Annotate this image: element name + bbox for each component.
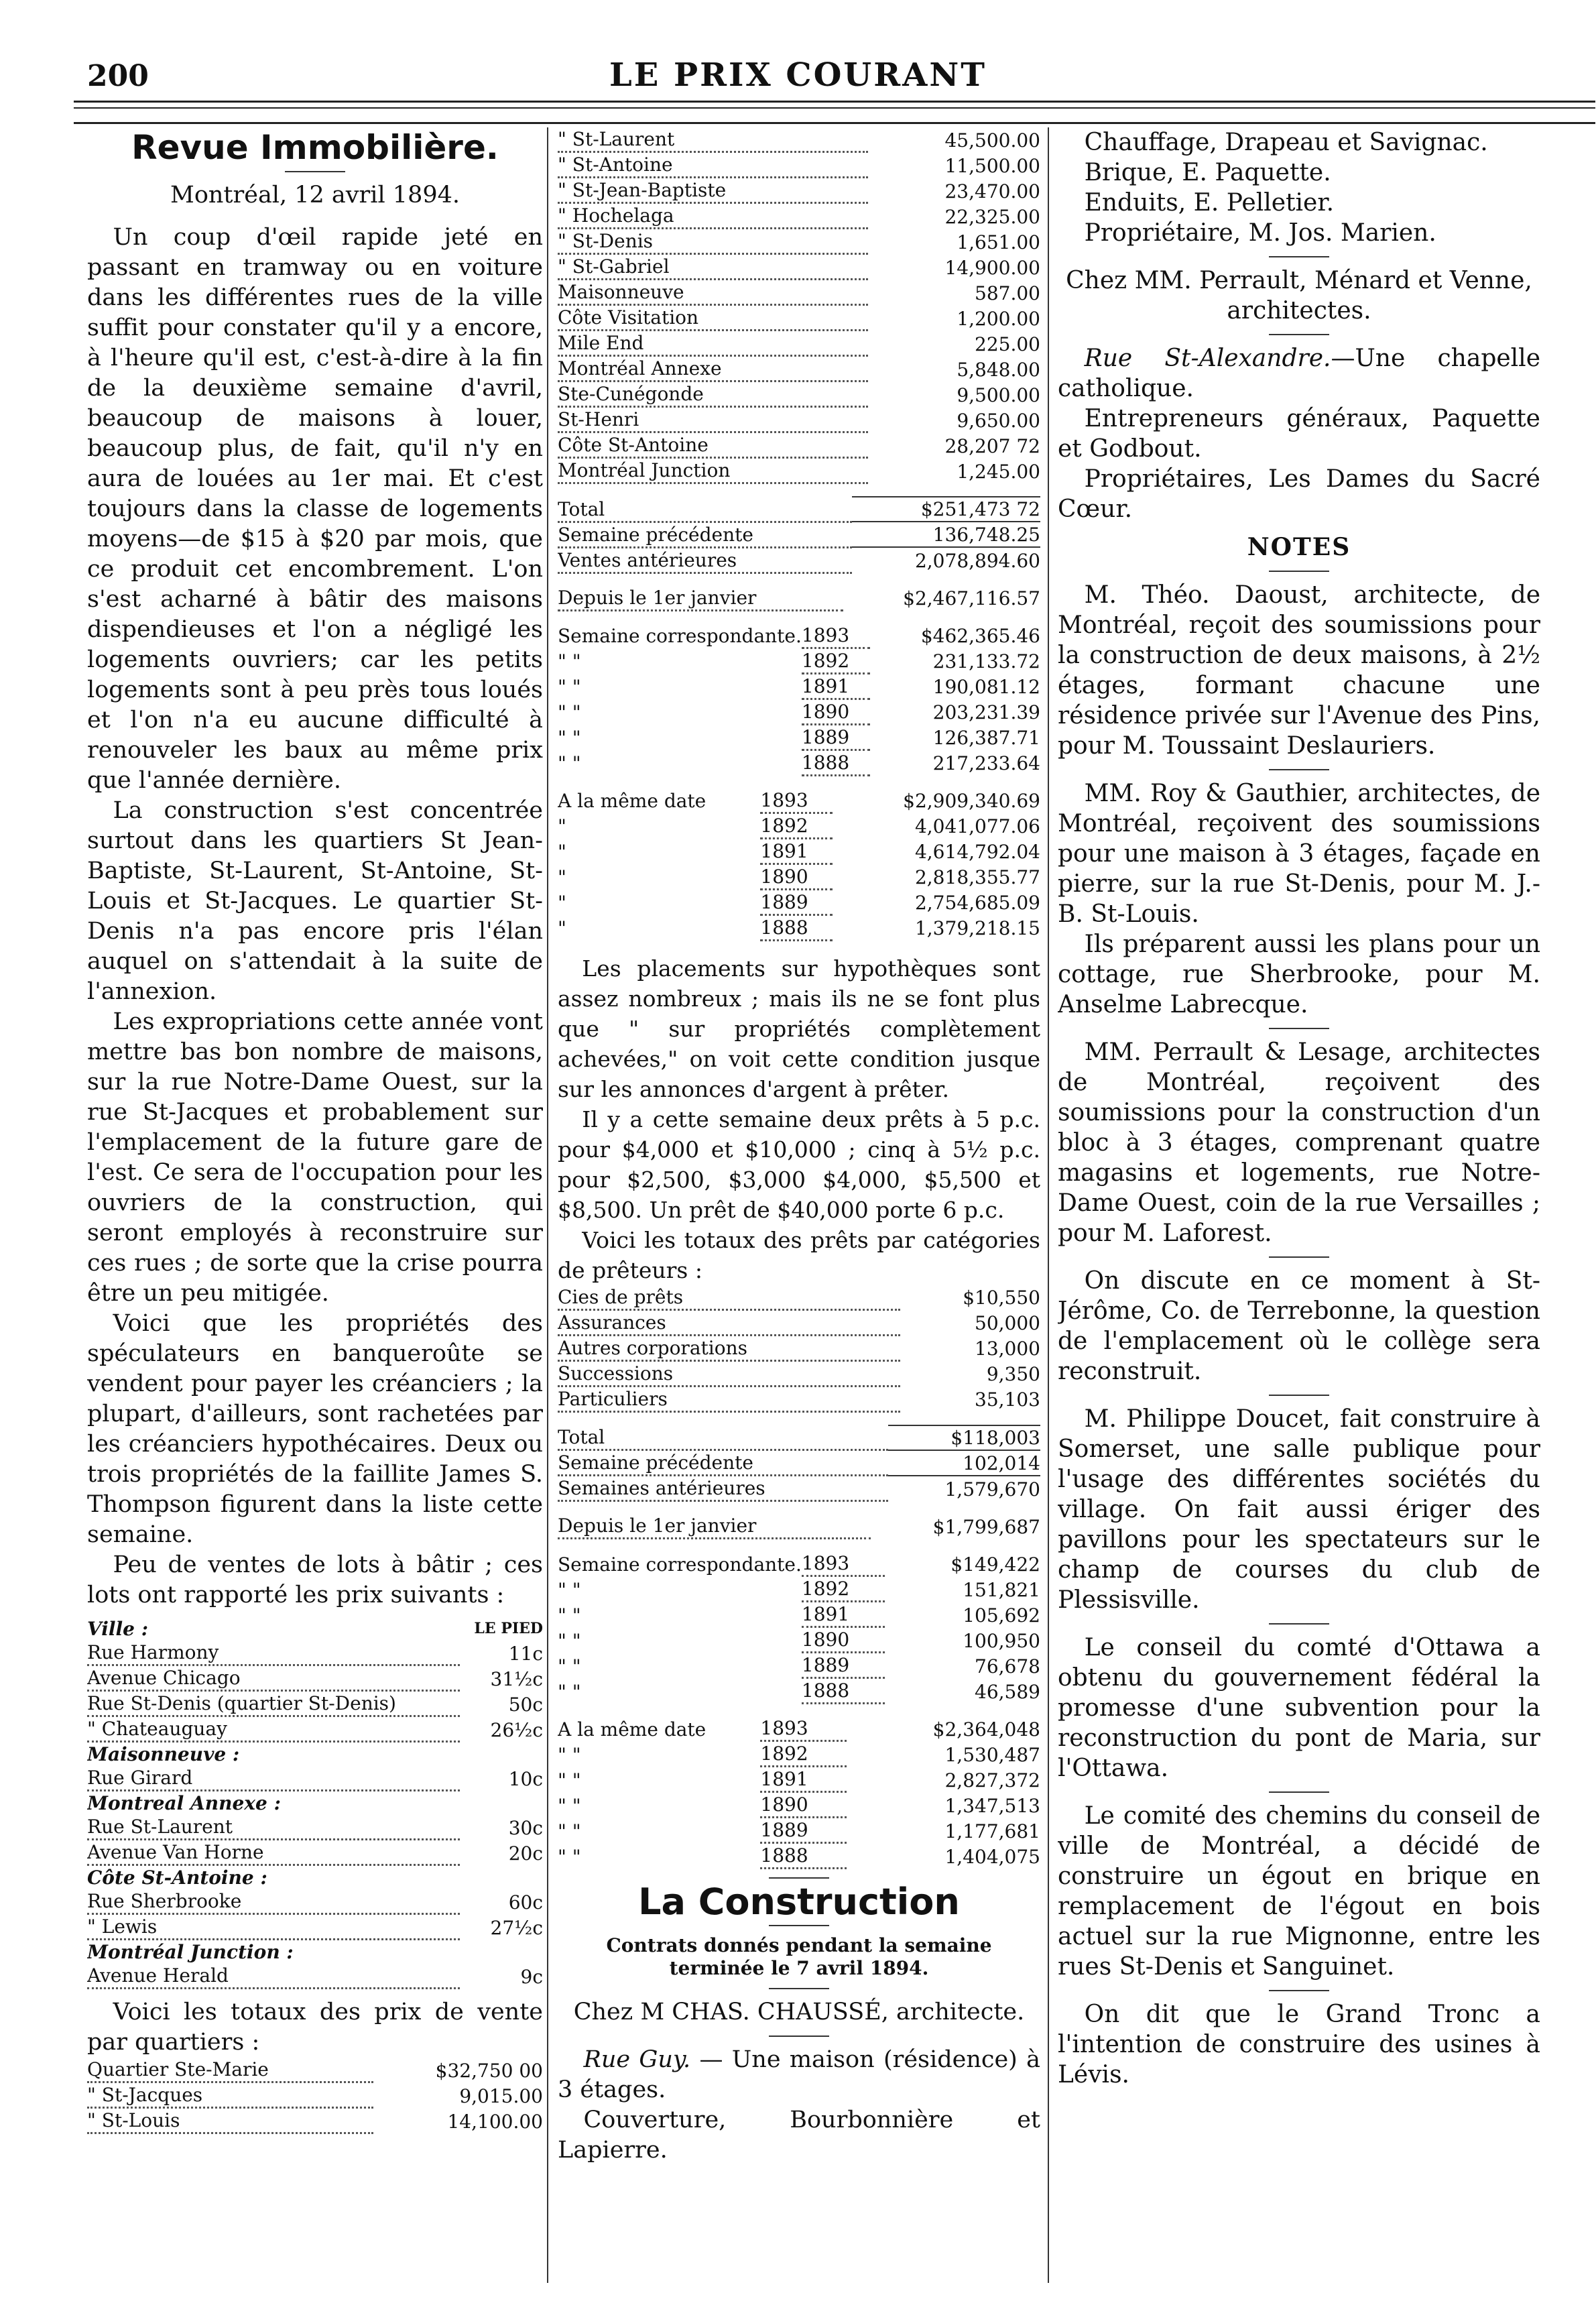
table-row [87,1940,543,1964]
paragraph: Il y a cette semaine deux prêts à 5 p.c. pour $4,000 et $10,000 ; cinq à 5½ p.c. pour $2,500, $3,000 $4,000, $5,500 et $8,500. Un prêt de $40,000 porte 6 p.c. [558,1106,1040,1223]
loan-same-date-table [558,1716,1040,1869]
row-label: Avenue Herald [87,1964,460,1989]
table-row [558,407,1040,432]
header-rule-bottom [74,122,1595,124]
row-value: 23,470.00 [944,180,1040,202]
table-row [87,1889,543,1914]
note-paragraph: On discute en ce moment à St-Jérôme, Co. de Terrebonne, la question de l'emplacement où le collège sera reconstruit. [1058,1267,1540,1385]
row-value: 22,325.00 [944,205,1040,228]
row-label: " Lewis [87,1914,460,1940]
paragraph: Voici les totaux des prix de vente par quartiers : [87,1999,543,2056]
table-row [558,305,1040,331]
row-label: " [558,892,566,914]
corresponding-table [558,624,1040,776]
row-label: " Chateauguay [87,1716,460,1742]
note-paragraph: M. Philippe Doucet, fait construire à Somerset, une salle publique pour l'usage des différentes sociétés du village. On fait aussi ériger des pavillons pour les spectateurs sur le champ de courses du club de Plessisville. [1058,1405,1540,1614]
article-title-revue: Revue Immobilière. [131,128,499,167]
loan-since-jan-table [558,1514,1040,1539]
row-label: Quartier Ste-Marie [87,2058,373,2082]
dateline: Montréal, 12 avril 1894. [170,182,460,209]
row-value: 2,818,355.77 [914,866,1040,888]
table-row [558,889,1040,915]
roofing-line: Couverture, Bourbonnière et Lapierre. [558,2107,1040,2164]
paragraph: Les placements sur hypothèques sont assez nombreux ; mais ils ne se font plus que " sur propriétés complètement achevées," on voit cette condition jusque sur les annonces d'argent à prêter. [558,955,1040,1102]
contractor-line: Propriétaire, M. Jos. Marien. [1084,219,1436,247]
row-value: 13,000 [975,1338,1040,1360]
article-title-construction: La Construction [638,1881,960,1923]
table-row [87,2058,543,2082]
row-value: 151,821 [963,1578,1040,1601]
row-label: " St-Jacques [87,2082,373,2108]
row-value: 102,014 [888,1450,1040,1476]
row-label: Côte St-Antoine [558,432,868,458]
quarters-table-1 [87,2058,543,2134]
table-row [558,1843,1040,1869]
table-row [558,381,1040,407]
table-row [558,864,1040,889]
table-row [558,203,1040,229]
section-label: Maisonneuve : [87,1743,240,1765]
row-value: 5,848.00 [957,358,1040,381]
row-value: $1,799,687 [932,1515,1040,1538]
paragraph: Voici les totaux des prêts par catégories de prêteurs : [558,1226,1040,1283]
row-label: Rue Harmony [87,1641,460,1665]
row-value: 9,350 [986,1363,1040,1385]
contractor-line: Enduits, E. Pelletier. [1084,189,1335,217]
row-label: A la même date [558,790,707,812]
column-divider-2 [1048,127,1049,2283]
row-value: $462,365.46 [920,625,1040,647]
row-label: Ste-Cunégonde [558,381,868,407]
loan-totals-table [558,1425,1040,1502]
row-value: $2,467,116.57 [903,587,1040,609]
table-row [558,1425,1040,1450]
row-value: 9,650.00 [957,409,1040,432]
row-year: 1888 [802,1678,885,1704]
row-value: 225.00 [975,333,1040,355]
row-year: 1890 [760,864,833,889]
column-divider-1 [547,127,548,2283]
row-label: Rue Girard [87,1766,460,1791]
table-row [558,1309,1040,1335]
table-row [87,1665,543,1691]
row-label: St-Henri [558,407,868,432]
row-label: Total [558,497,852,522]
row-label: Rue Sherbrooke [87,1889,460,1914]
sales-totals-table [558,496,1040,574]
header-rule-mid [74,107,1595,109]
row-value: 231,133.72 [932,650,1040,672]
table-row [558,497,1040,522]
row-label: Successions [558,1360,900,1386]
paragraph: Un coup d'œil rapide jeté en passant en tramway ou en voiture dans les différentes rues de la ville suffit pour constater qu'il y a encore, à l'heure qu'il est, c'est-à-dire à la fin de la deuxième semaine d'avril, beaucoup de maisons à louer, beaucoup plus, de fait, qu'il n'y en aura de louées au 1er mai. Et c'est toujours dans la classe de logements moyens—de $15 à $20 par mois, que ce produit cet encombrement. L'on s'est acharné à bâtir des maisons dispendieuses et l'on a négligé les logements ouvriers; car les petits logements sont à peu près tous loués et l'on n'a eu aucune difficulté à renouveler les baux au même prix que l'année dernière. [87,224,543,794]
row-label: " [558,815,566,837]
row-label: Semaine précédente [558,1450,888,1476]
row-year: 1891 [760,1767,847,1792]
row-value: 1,200.00 [957,307,1040,330]
table-row [558,152,1040,178]
table-row [558,1792,1040,1818]
row-label: " " [558,1743,581,1766]
table-row [558,254,1040,280]
owners: Propriétaires, Les Dames du Sacré Cœur. [1058,465,1540,523]
row-value: 1,347,513 [944,1794,1040,1817]
table-row [87,1865,543,1890]
table-row [558,673,1040,699]
row-value: $10,550 [963,1287,1040,1309]
table-row [87,1815,543,1840]
row-value: 50,000 [975,1312,1040,1334]
row-value: 190,081.12 [932,676,1040,698]
row-label: " [558,917,566,939]
table-row [87,1914,543,1940]
table-row [558,1653,1040,1678]
row-year: 1892 [802,648,870,673]
table-row [558,699,1040,724]
since-jan-table [558,586,1040,611]
alexandre-entry [1058,343,1540,404]
row-value: 46,589 [975,1680,1040,1703]
row-value: 1,530,487 [944,1743,1040,1766]
table-row [558,750,1040,775]
row-value: 11,500.00 [944,154,1040,177]
row-label: Maisonneuve [558,280,868,305]
row-label: Total [558,1425,888,1450]
row-year: 1893 [760,788,833,813]
table-row [87,1641,543,1665]
row-year: 1889 [802,1653,885,1678]
row-label: Avenue Van Horne [87,1840,460,1865]
row-label: Rue St-Denis (quartier St-Denis) [87,1691,460,1716]
same-date-table [558,788,1040,941]
row-value: 136,748.25 [852,522,1040,547]
guy-entry [558,2045,1040,2105]
note-paragraph: MM. Perrault & Lesage, architectes de Montréal, reçoivent des soumissions pour la construction d'un bloc à 3 étages, comprenant quatre magasins et logements, rue Notre-Dame Ouest, coin de la rue Versailles ; pour M. Laforest. [1058,1039,1540,1247]
table-row [558,724,1040,750]
row-label: " " [558,752,581,774]
notes-title: NOTES [1247,533,1351,561]
section-dash [769,1877,829,1879]
page-number: 200 [87,59,149,93]
note-paragraph: On dit que le Grand Tronc a l'intention de construire des usines à Lévis. [1058,2001,1540,2088]
row-value: 1,404,075 [944,1845,1040,1868]
note-paragraph: MM. Roy & Gauthier, architectes, de Montréal, reçoivent des soumissions pour une maison à 3 étages, façade en pierre, sur la rue St-Denis, pour M. J.-B. St-Louis. [1058,780,1540,928]
column-3 [1058,127,1540,2280]
row-value: 60c [508,1891,543,1913]
note-paragraph: Le conseil du comté d'Ottawa a obtenu du gouvernement fédéral la promesse d'une subvention pour la reconstruction du pont de Maria, sur l'Ottawa. [1058,1634,1540,1782]
guy-description: — Une maison (résidence) à 3 étages. [558,2046,1040,2103]
paragraph: Peu de ventes de lots à bâtir ; ces lots ont rapporté les prix suivants : [87,1551,543,1608]
row-label: " [558,841,566,863]
alexandre-street: Rue St-Alexandre. [1084,345,1331,372]
table-row [87,2082,543,2108]
row-year: 1888 [760,915,833,940]
row-year: 1890 [760,1792,847,1818]
row-value: 1,579,670 [888,1476,1040,1501]
table-row [558,1335,1040,1360]
row-label: Ventes antérieures [558,547,852,573]
table-row [558,586,1040,611]
row-year: 1892 [760,813,833,838]
table-row [558,547,1040,573]
table-row [558,522,1040,547]
row-year: 1890 [802,699,870,724]
paragraph: Voici que les propriétés des spéculateurs en banqueroûte se vendent pour payer les créanciers ; la plupart, d'ailleurs, sont rachetées par les créanciers hypothécaires. Deux ou trois propriétés de la faillite James S. Thompson figurent dans la liste cette semaine. [87,1310,543,1548]
table-row [558,331,1040,356]
row-value: 26½c [490,1718,543,1741]
table-row [558,1627,1040,1653]
row-label: Côte Visitation [558,305,868,331]
row-value: $32,750 00 [435,2059,543,2082]
row-year: 1891 [802,1602,885,1627]
row-value: 28,207 72 [944,434,1040,457]
table-row [558,813,1040,838]
row-value: 45,500.00 [944,129,1040,152]
row-value: 27½c [490,1916,543,1939]
row-label: " St-Antoine [558,152,868,178]
row-label: Mile End [558,331,868,356]
table-row [87,1766,543,1791]
row-value: 30c [508,1816,543,1839]
alexandre-description: —Une chapelle catholique. [1058,345,1540,402]
lenders-table [558,1285,1040,1413]
row-label: Montréal Annexe [558,356,868,381]
lots-table [87,1617,543,1989]
row-value: 9,015.00 [459,2084,543,2107]
row-value: 1,177,681 [944,1820,1040,1842]
row-value: 126,387.71 [932,727,1040,749]
table-row [558,1386,1040,1411]
row-value: 11c [508,1642,543,1665]
contractor-line: Brique, E. Paquette. [1084,159,1331,186]
row-year: 1892 [802,1576,885,1602]
row-label: " " [558,1655,581,1677]
row-value: 105,692 [963,1604,1040,1627]
row-year: 1892 [760,1741,847,1767]
column-2 [558,127,1040,2280]
table-row [558,1767,1040,1792]
paragraph: Les expropriations cette année vont mettre bas bon nombre de maisons, sur la rue Notre-Dame Ouest, sur la rue St-Jacques et probablement sur l'emplacement de la future gare de l'est. Ce sera de l'occupation pour les ouvriers de la construction, qui seront employés à reconstruire sur ces rues ; de sorte que la crise pourra être un peu mitigée. [87,1008,543,1307]
row-label: Montréal Junction [558,458,868,483]
row-label: Avenue Chicago [87,1665,460,1691]
row-label: Autres corporations [558,1335,900,1360]
row-value: 50c [508,1693,543,1716]
row-value: $251,473 72 [852,497,1040,522]
section-label: Côte St-Antoine : [87,1867,267,1889]
row-year: 1891 [760,838,833,864]
row-label: " " [558,650,581,672]
row-label: Semaines antérieures [558,1476,888,1501]
paragraph: La construction s'est concentrée surtout dans les quartiers St Jean-Baptiste, St-Laurent, St-Antoine, St-Louis et St-Jacques. Le quartier St-Denis n'a pas encore pris l'élan auquel on s'attendait à la suite de l'annexion. [87,797,543,1005]
section-label: Montreal Annexe : [87,1792,281,1814]
section-label: Montréal Junction : [87,1941,294,1963]
table-row [558,1285,1040,1310]
note-paragraph: M. Théo. Daoust, architecte, de Montréal, reçoit des soumissions pour la construction de deux maisons, à 2½ étages, formant chacune une résidence privée sur l'Avenue des Pins, pour M. Toussaint Deslauriers. [1058,581,1540,760]
row-value: 14,900.00 [944,256,1040,279]
row-label: " " [558,1578,581,1601]
row-label: Depuis le 1er janvier [558,586,843,611]
row-value: 76,678 [975,1655,1040,1677]
row-value: 9c [520,1965,543,1988]
note-paragraph: Le comité des chemins du conseil de ville de Montréal, a décidé de construire un égout en brique en remplacement de l'égout en bois actuel sur la rue Mignonne, entre les rues St-Denis et Sanguinet. [1058,1802,1540,1981]
table-row [558,1678,1040,1704]
lots-header-left: Ville : [87,1618,149,1640]
row-year: 1889 [760,889,833,915]
table-row [558,280,1040,305]
row-value: $149,422 [950,1553,1040,1576]
row-label: " [558,866,566,888]
row-year: 1889 [802,724,870,750]
table-row [87,1840,543,1865]
table-row [558,1602,1040,1627]
row-value: $2,364,048 [932,1718,1040,1741]
row-year: 1893 [802,1551,885,1576]
row-label: " " [558,701,581,723]
table-row [558,458,1040,483]
row-label: " " [558,1794,581,1817]
row-value: 217,233.64 [932,752,1040,774]
table-row [558,648,1040,673]
table-row [558,1360,1040,1386]
row-year: 1888 [802,750,870,775]
perrault-head: Chez MM. Perrault, Ménard et Venne, architectes. [1066,267,1532,325]
row-year: 1893 [802,624,870,648]
lots-header-right: LE PIED [474,1620,543,1637]
table-row [558,432,1040,458]
loan-corresponding-table [558,1551,1040,1704]
table-row [558,788,1040,813]
table-row [558,178,1040,203]
title-dash [285,171,345,172]
row-value: 100,950 [963,1629,1040,1652]
table-row [558,229,1040,254]
row-value: 4,614,792.04 [914,841,1040,863]
row-label: " " [558,1629,581,1652]
row-label: A la même date [558,1718,707,1741]
row-value: 1,651.00 [957,231,1040,253]
row-value: $2,909,340.69 [903,790,1040,812]
row-label: Rue St-Laurent [87,1815,460,1840]
contractor-line: Chauffage, Drapeau et Savignac. [1084,129,1488,156]
row-label: " St-Louis [87,2108,373,2133]
table-row [87,1791,543,1816]
row-label: " " [558,1769,581,1791]
row-label: Assurances [558,1309,900,1335]
row-value: 1,245.00 [957,460,1040,483]
row-value: 2,827,372 [944,1769,1040,1791]
row-value: 203,231.39 [932,701,1040,723]
column-1 [87,127,543,2280]
quarters-table-2 [558,127,1040,484]
row-year: 1890 [802,1627,885,1653]
row-value: 2,754,685.09 [914,892,1040,914]
guy-street: Rue Guy. [583,2046,691,2073]
row-label: Semaine précédente [558,522,852,547]
architect-line: Chez M CHAS. CHAUSSÉ, architecte. [573,1999,1025,2025]
table-row [87,1691,543,1716]
row-value: 1,379,218.15 [914,917,1040,939]
row-year: 1888 [760,1843,847,1869]
row-label: " St-Gabriel [558,254,868,280]
table-row [87,1964,543,1989]
table-row [558,1818,1040,1843]
row-label: " St-Jean-Baptiste [558,178,868,203]
table-row [558,1576,1040,1602]
row-label: " St-Denis [558,229,868,254]
table-row [558,1551,1040,1576]
general-contractors: Entrepreneurs généraux, Paquette et Godbout. [1058,405,1540,463]
row-value: 20c [508,1842,543,1865]
table-row [558,1716,1040,1741]
row-value: $118,003 [888,1425,1040,1450]
running-title: LE PRIX COURANT [609,56,987,94]
row-label: " " [558,1845,581,1868]
table-row [87,1716,543,1742]
table-row [558,915,1040,940]
row-value: 587.00 [975,282,1040,304]
table-row [558,1450,1040,1476]
table-row [87,1742,543,1767]
row-value: 4,041,077.06 [914,815,1040,837]
table-row [558,1476,1040,1501]
table-row [558,127,1040,152]
row-label: " St-Laurent [558,127,868,152]
row-label: Cies de prêts [558,1285,900,1310]
row-label: Depuis le 1er janvier [558,1514,871,1539]
row-label: Particuliers [558,1386,900,1411]
row-value: 10c [508,1767,543,1790]
row-year: 1893 [760,1716,847,1741]
row-label: " " [558,727,581,749]
table-row [558,356,1040,381]
table-row [558,1741,1040,1767]
row-label: " Hochelaga [558,203,868,229]
row-label: Semaine correspondante. [558,625,802,647]
table-row [558,1514,1040,1539]
table-row [558,838,1040,864]
row-value: 35,103 [975,1389,1040,1411]
table-row [558,624,1040,648]
header-rule-top [74,101,1595,103]
construction-subtitle: Contrats donnés pendant la semaine terminée le 7 avril 1894. [606,1934,992,1979]
row-label: " " [558,1604,581,1627]
table-row [87,2108,543,2133]
note-paragraph: Ils préparent aussi les plans pour un cottage, rue Sherbrooke, pour M. Anselme Labrecque. [1058,931,1540,1018]
row-year: 1891 [802,673,870,699]
row-label: " " [558,1680,581,1703]
row-value: 9,500.00 [957,384,1040,406]
row-label: " " [558,676,581,698]
row-label: " " [558,1820,581,1842]
row-value: 31½c [490,1667,543,1690]
row-year: 1889 [760,1818,847,1843]
row-value: 14,100.00 [447,2110,543,2133]
row-label: Semaine correspondante. [558,1553,802,1576]
row-value: 2,078,894.60 [852,547,1040,573]
